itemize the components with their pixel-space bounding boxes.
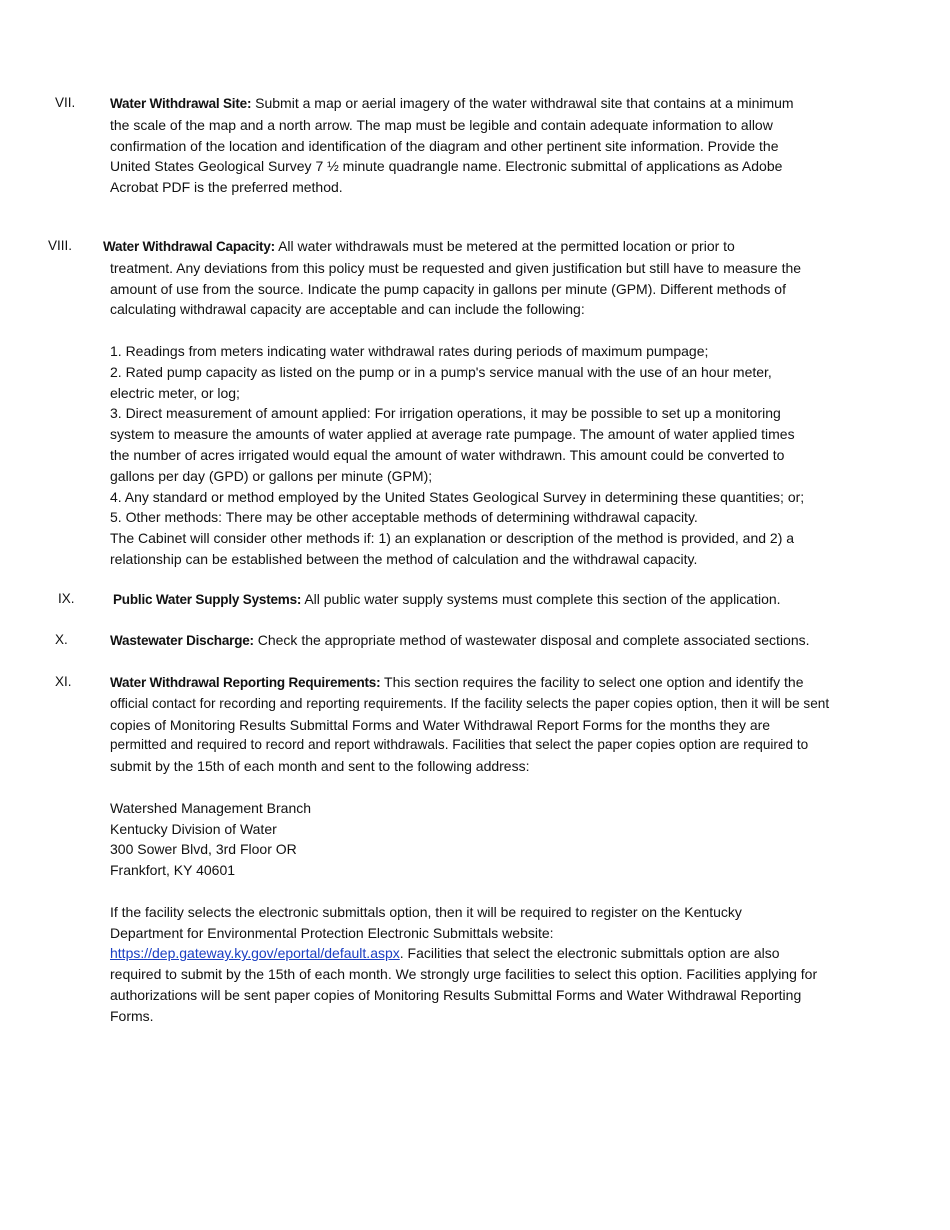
- list-item: relationship can be established between the method of calculation and the withdrawal capacity.: [110, 550, 698, 567]
- section-text-line: amount of use from the source. Indicate the pump capacity in gallons per minute (GPM). Different methods of: [110, 280, 786, 297]
- section-heading-ix: Public Water Supply Systems:: [113, 592, 302, 607]
- section-text-line: United States Geological Survey 7 ½ minute quadrangle name. Electronic submittal of applications as Adobe: [110, 158, 783, 175]
- section-text-line: Forms.: [110, 1007, 154, 1024]
- section-wastewater-discharge: [110, 630, 900, 652]
- section-text-line: Submit a map or aerial imagery of the water withdrawal site that contains at a minimum: [251, 95, 794, 111]
- section-text-line: required to submit by the 15th of each month. We strongly urge facilities to select this option. Facilities applying for: [110, 966, 818, 983]
- section-text-line: submit by the 15th of each month and sent to the following address:: [110, 758, 530, 775]
- section-text-line: Department for Environmental Protection Electronic Submittals website:: [110, 924, 554, 941]
- list-item: the number of acres irrigated would equal the amount of water withdrawn. This amount could be converted to: [110, 446, 785, 463]
- section-number-viii: VIII.: [48, 238, 73, 253]
- section-heading-xi: Water Withdrawal Reporting Requirements:: [110, 675, 381, 690]
- section-number-xi: XI.: [55, 674, 72, 689]
- section-heading-x: Wastewater Discharge:: [110, 633, 254, 648]
- section-text-line: treatment. Any deviations from this policy must be requested and given justification but still have to measure the: [110, 259, 802, 276]
- list-item: 5. Other methods: There may be other acceptable methods of determining withdrawal capacity.: [110, 509, 698, 526]
- address-line: Watershed Management Branch: [110, 799, 312, 816]
- section-text-line: All public water supply systems must complete this section of the application.: [301, 591, 781, 607]
- eportal-link[interactable]: https://dep.gateway.ky.gov/eportal/default.aspx: [110, 945, 400, 962]
- section-text-line: . Facilities that select the electronic submittals option are also: [399, 945, 780, 962]
- section-number-vii: VII.: [55, 95, 76, 110]
- list-item: electric meter, or log;: [110, 384, 240, 401]
- section-water-withdrawal-capacity: [103, 236, 900, 570]
- section-number-ix: IX.: [58, 591, 75, 606]
- list-item: 2. Rated pump capacity as listed on the pump or in a pump's service manual with the use of an hour meter,: [110, 363, 772, 380]
- section-public-water-supply: [113, 589, 903, 611]
- section-text-line: All water withdrawals must be metered at the permitted location or prior to: [274, 238, 735, 254]
- section-reporting-requirements: [110, 672, 910, 1027]
- section-text-line: authorizations will be sent paper copies of Monitoring Results Submittal Forms and Water Withdrawal Reporting: [110, 986, 802, 1003]
- list-item: 1. Readings from meters indicating water withdrawal rates during periods of maximum pumpage;: [110, 342, 709, 359]
- list-item: 4. Any standard or method employed by the United States Geological Survey in determining these quantities; or;: [110, 488, 805, 505]
- section-heading-vii: Water Withdrawal Site:: [110, 96, 252, 111]
- section-text-line: official contact for recording and reporting requirements. If the facility selects the paper copies option, then it will be sent: [110, 695, 830, 711]
- section-number-x: X.: [55, 632, 68, 647]
- section-text-line: copies of Monitoring Results Submittal Forms and Water Withdrawal Report Forms for the months they are: [110, 716, 771, 733]
- mailing-address: [110, 798, 910, 881]
- address-line: Kentucky Division of Water: [110, 820, 277, 837]
- section-text-line: permitted and required to record and report withdrawals. Facilities that select the paper copies option are required to: [110, 737, 809, 753]
- address-line: Frankfort, KY 40601: [110, 862, 236, 879]
- section-water-withdrawal-site: [110, 93, 900, 198]
- section-text-line: the scale of the map and a north arrow. The map must be legible and contain adequate information to allow: [110, 116, 773, 133]
- list-item: The Cabinet will consider other methods if: 1) an explanation or description of the method is provided, and 2) a: [110, 530, 795, 547]
- list-item: gallons per day (GPD) or gallons per minute (GPM);: [110, 467, 433, 484]
- section-text-line: Acrobat PDF is the preferred method.: [110, 179, 343, 196]
- list-item: system to measure the amounts of water applied at average rate pumpage. The amount of water applied times: [110, 426, 795, 443]
- section-text-line: If the facility selects the electronic submittals option, then it will be required to register on the Kentucky: [110, 903, 742, 920]
- section-heading-viii: Water Withdrawal Capacity:: [103, 239, 275, 254]
- section-text-line: calculating withdrawal capacity are acceptable and can include the following:: [110, 301, 585, 318]
- section-text-line: confirmation of the location and identification of the diagram and other pertinent site information. Provide the: [110, 137, 779, 154]
- section-text-line: Check the appropriate method of wastewater disposal and complete associated sections.: [253, 632, 810, 648]
- address-line: 300 Sower Blvd, 3rd Floor OR: [110, 841, 297, 858]
- section-text-line: This section requires the facility to select one option and identify the: [380, 674, 804, 690]
- list-item: 3. Direct measurement of amount applied: For irrigation operations, it may be possible to set up a monitoring: [110, 405, 781, 422]
